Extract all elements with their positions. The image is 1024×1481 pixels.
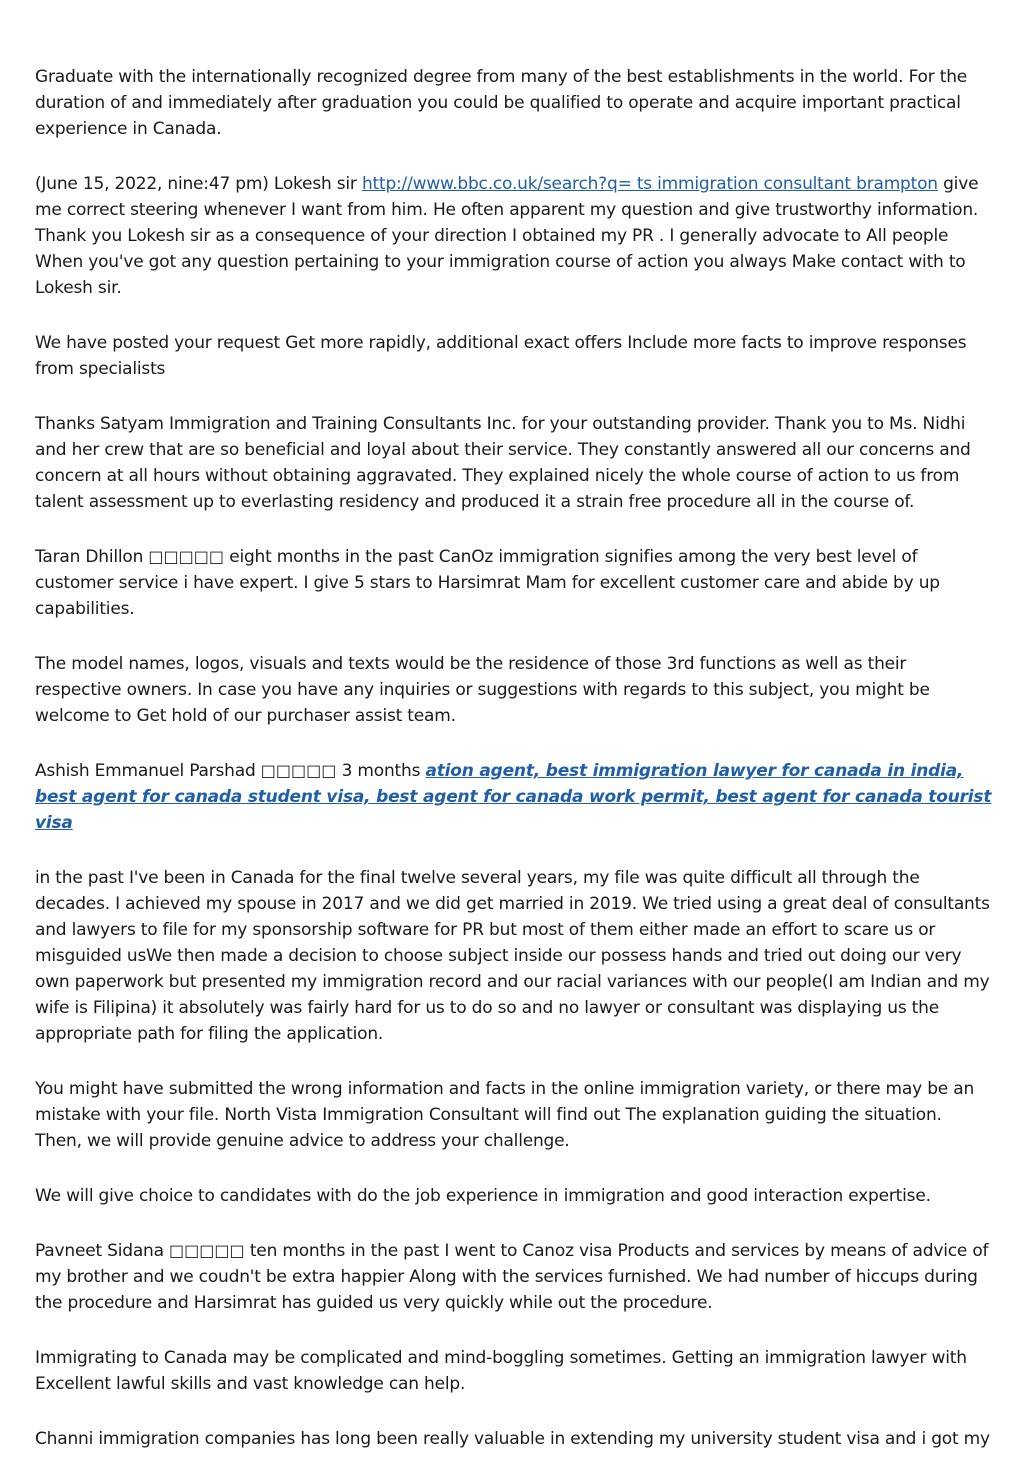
reviewer-name: Taran Dhillon [35,547,149,567]
rating-stars: □□□□□ [260,761,337,780]
paragraph-choice-candidates: We will give choice to candidates with do the job experience in immigration and good interaction expertise. [35,1186,931,1206]
reviewer-name: Pavneet Sidana [35,1241,170,1261]
review-satyam: Thanks Satyam Immigration and Training Consultants Inc. for your outstanding provider. Thank you to Ms. Nidhi and her crew that are so beneficial and loyal about their service. They constantly answered all our concerns and concern at all hours without obtaining aggravated. They explained nicely the whole course of action to us from talent assessment up to everlasting residency and produced it a strain free procedure all in the course of. [35,414,971,512]
review-lokesh-text: give me correct steering whenever I want from him. He often apparent my question and give trustworthy information. Thank you Lokesh sir as a consequence of your direction I obtained my PR . I generally advocate to All people When you've got any question pertaining to your immigration course of action you always Make contact with to Lokesh sir. [35,174,979,298]
review-age: 3 months [336,761,426,781]
review-lokesh-intro: (June 15, 2022, nine:47 pm) Lokesh sir [35,174,362,194]
paragraph-trademarks: The model names, logos, visuals and texts would be the residence of those 3rd functions as well as their respective owners. In case you have any inquiries or suggestions with regards to this subject, you might be welcome to Get hold of our purchaser assist team. [35,654,930,726]
paragraph-request-posted: We have posted your request Get more rapidly, additional exact offers Include more facts to improve responses from specialists [35,333,967,379]
review-lokesh [35,171,993,301]
bbc-search-link[interactable]: http://www.bbc.co.uk/search?q= ts immigration consultant brampton [361,174,938,194]
immigration-agent-link[interactable]: ation agent, best immigration lawyer for canada in india, best agent for canada student visa, best agent for canada work permit, best agent for canada tourist visa [35,761,992,833]
reviewer-name: Ashish Emmanuel Parshad [35,761,261,781]
rating-stars: □□□□□ [148,547,224,566]
review-pavneet [35,1238,993,1316]
paragraph-immigrating: Immigrating to Canada may be complicated and mind-boggling sometimes. Getting an immigration lawyer with Excellent lawful skills and vast knowledge can help. [35,1348,967,1394]
review-ashish [35,758,993,836]
review-taran [35,544,993,622]
paragraph-wrong-information: You might have submitted the wrong information and facts in the online immigration variety, or there may be an mistake with your file. North Vista Immigration Consultant will find out The explanation guiding the situation. Then, we will provide genuine advice to address your challenge. [35,1079,975,1151]
document-body [35,64,993,1481]
rating-stars: □□□□□ [169,1241,245,1260]
paragraph-channi: Channi immigration companies has long been really valuable in extending my university student visa and i got my [35,1429,990,1449]
paragraph-canada-story: in the past I've been in Canada for the final twelve several years, my file was quite difficult all through the decades. I achieved my spouse in 2017 and we did get married in 2019. We tried using a great deal of consultants and lawyers to file for my sponsorship software for PR but most of them either made an effort to scare us or misguided usWe then made a decision to choose subject inside our possess hands and tried out doing our very own paperwork but presented my immigration record and our racial variances with our people(I am Indian and my wife is Filipina) it absolutely was fairly hard for us to do so and no lawyer or consultant was displaying us the appropriate path for filing the application. [35,868,990,1044]
review-text: eight months in the past CanOz immigration signifies among the very best level of customer service i have expert. I give 5 stars to Harsimrat Mam for excellent customer care and abide by up capabilities. [35,547,940,619]
review-text: ten months in the past I went to Canoz visa Products and services by means of advice of my brother and we coudn't be extra happier Along with the services furnished. We had number of hiccups during the procedure and Harsimrat has guided us very quickly while out the procedure. [35,1241,989,1313]
paragraph-graduate: Graduate with the internationally recognized degree from many of the best establishments in the world. For the duration of and immediately after graduation you could be qualified to operate and acquire important practical experience in Canada. [35,67,968,139]
